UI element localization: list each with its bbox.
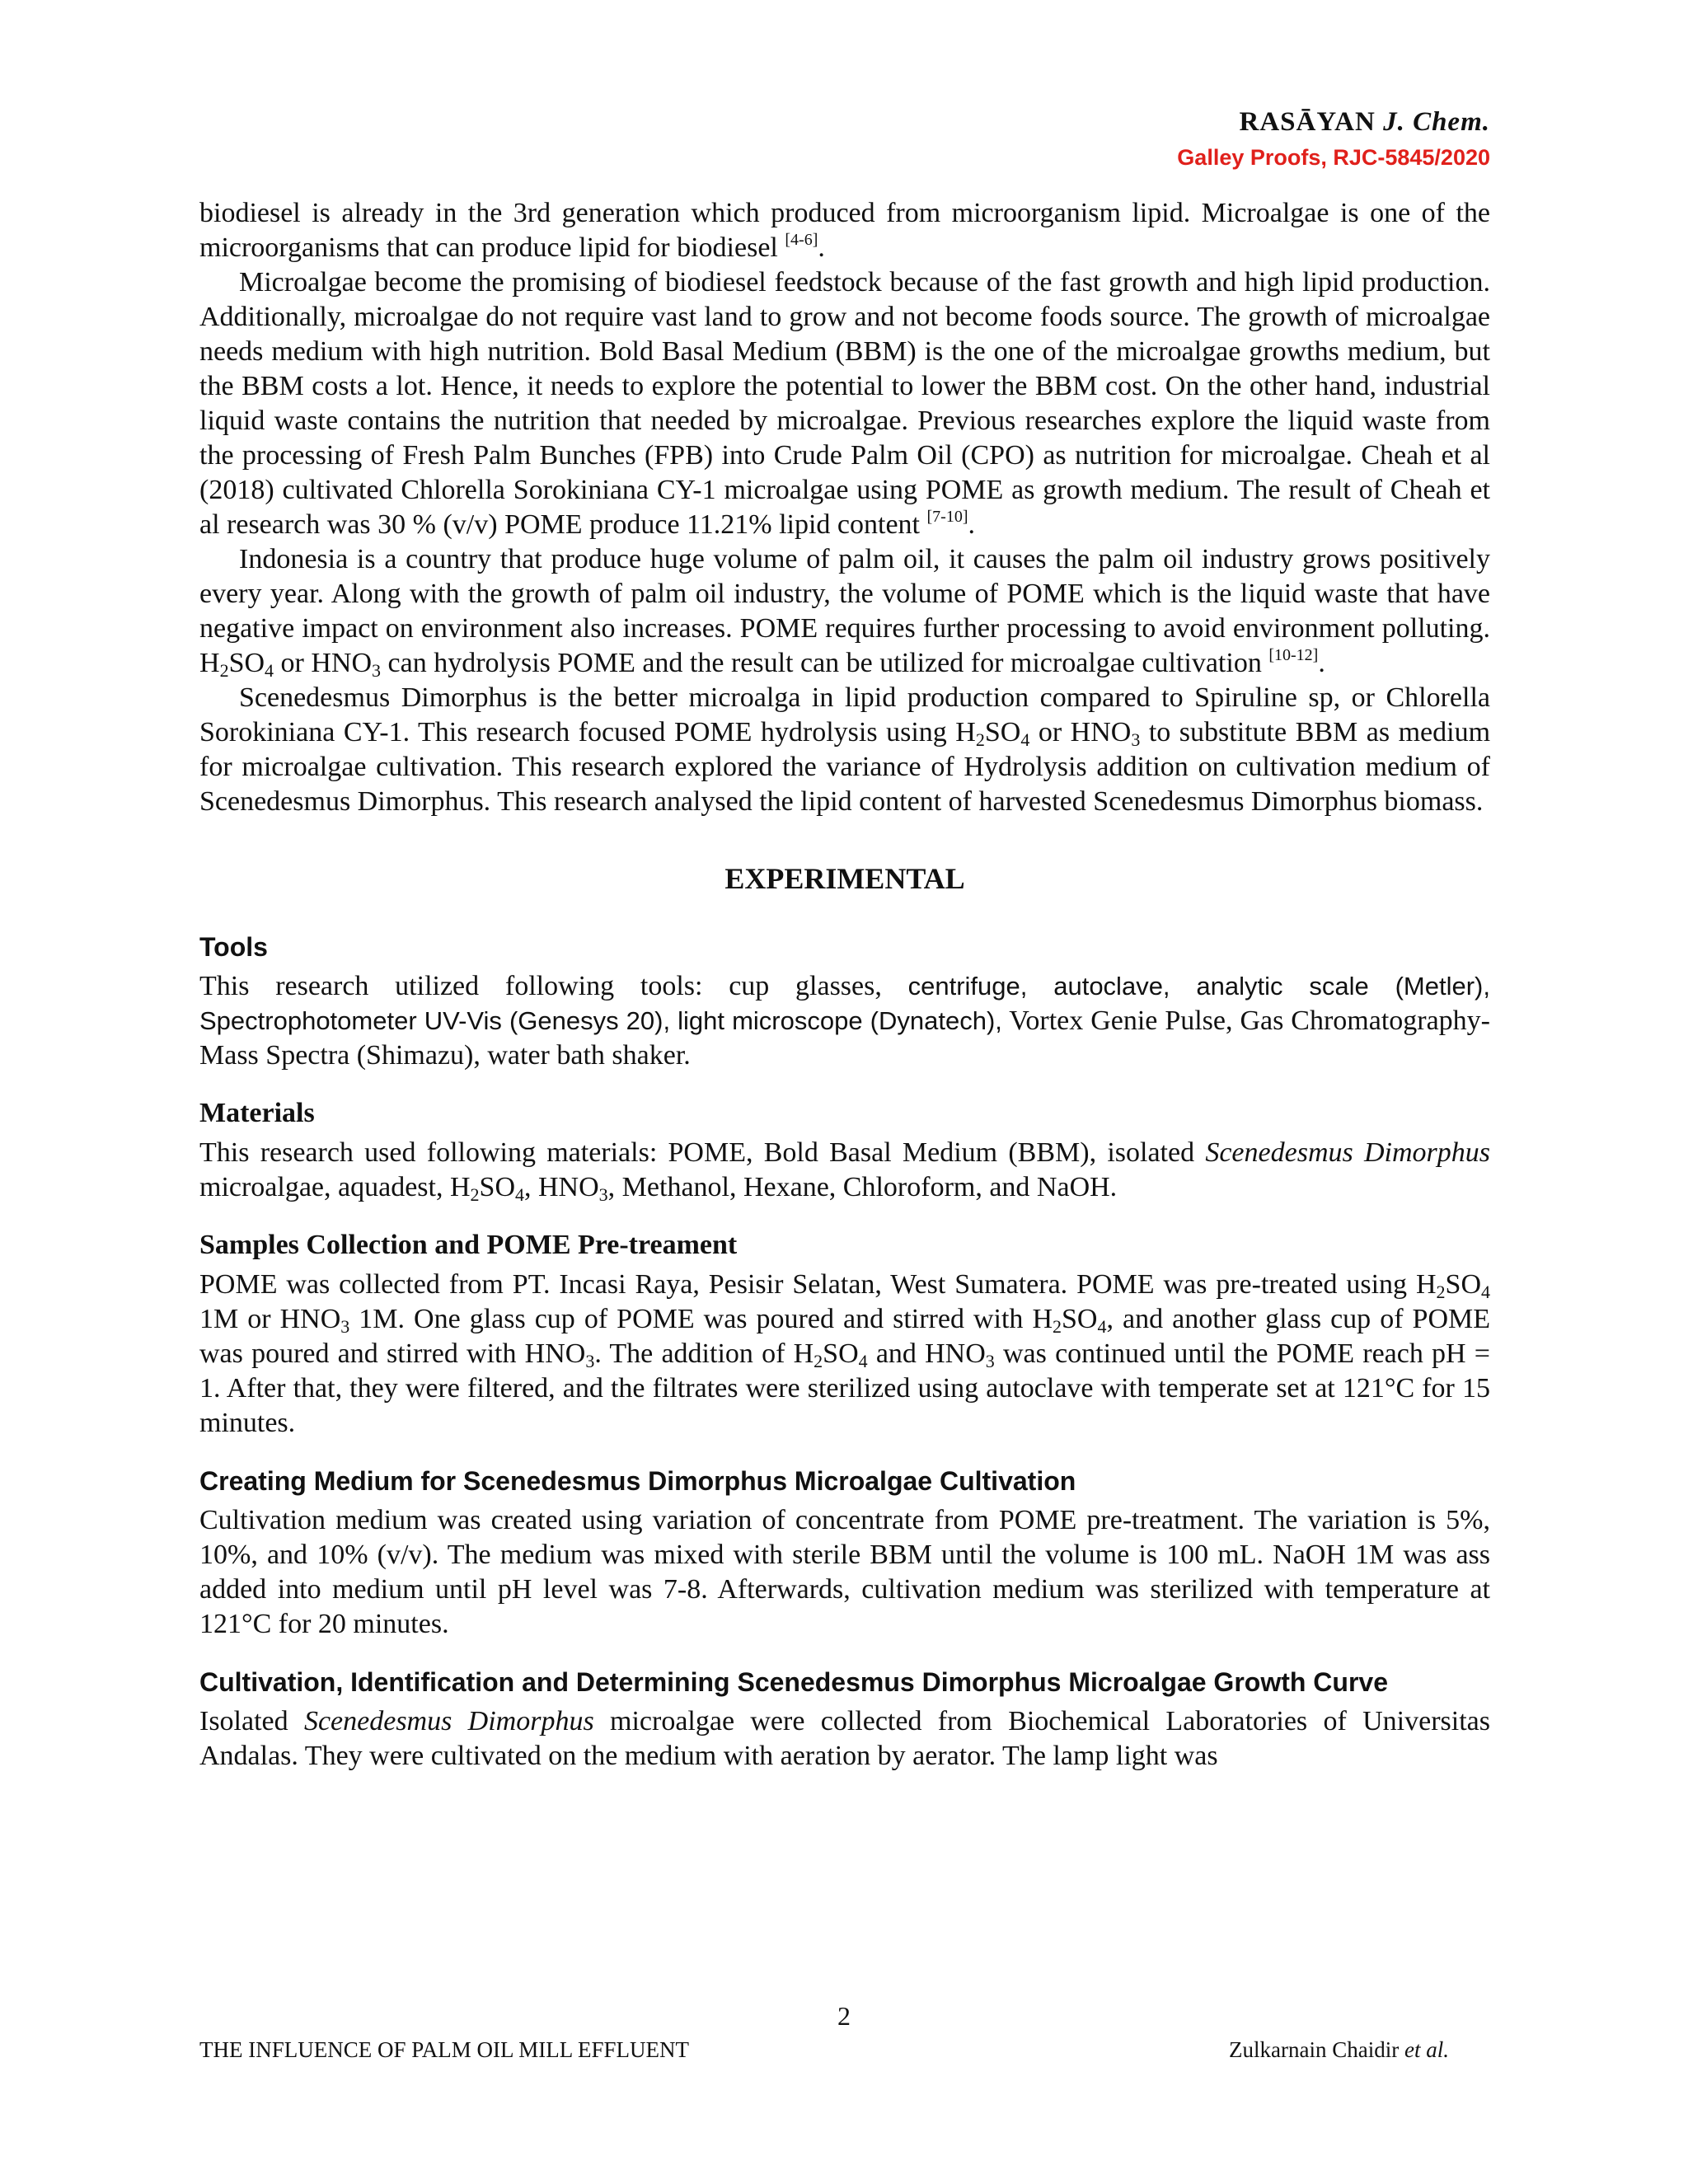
materials-text: This research used following materials: POME, Bold Basal Medium (BBM), isolated Scenedesmus Dimorphus microalgae, aquadest, $H_2SO_4$, $HNO_3$, Methanol, Hexane, Chloroform, and NaOH.: [199, 1137, 1490, 1205]
samples-text: POME was collected from PT. Incasi Raya, Pesisir Selatan, West Sumatera. POME was pre-treated using $H_2SO_4$ 1M or $HNO_3$ 1M. One glass cup of POME was poured and stirred with $H_2SO_4$, and another glass cup of POME was poured and stirred with $HNO_3$. The addition of $H_2SO_4$ and $HNO_3$ was continued until the POME reach pH = 1. After that, they were filtered, and the filtrates were sterilized using autoclave with temperate set at 121°C for 15 minutes.: [199, 1269, 1491, 1438]
citation: [4-6]: [785, 231, 818, 249]
citation: [10-12]: [1268, 646, 1319, 664]
paragraph-1: biodiesel is already in the 3rd generation which produced from microorganism lipid. Microalgae is one of the microorganisms that can produce lipid for biodiesel [4-6].: [199, 198, 1490, 263]
journal-logo: [1239, 107, 1490, 138]
subsection-tools: [199, 930, 1490, 1073]
footer-authors: Zulkarnain Chaidir et al.: [1229, 2037, 1449, 2062]
paragraph-3: Indonesia is a country that produce huge volume of palm oil, it causes the palm oil industry grows positively every year. Along with the growth of palm oil industry, the volume of POME which is the liquid waste that have negative impact on environment also increases. POME requires further processing to avoid environment polluting. $H_2SO_4$ or $HNO_3$ can hydrolysis POME and the result can be utilized for microalgae cultivation [10-12].: [199, 544, 1490, 681]
journal-name: RASĀYAN: [1239, 107, 1376, 137]
section-title-experimental: EXPERIMENTAL: [724, 862, 965, 895]
citation: [7-10]: [926, 508, 968, 526]
galley-proof-label: Galley Proofs, RJC-5845/2020: [1177, 145, 1490, 170]
paragraph-2: Microalgae become the promising of biodiesel feedstock because of the fast growth and high lipid production. Additionally, microalgae do not require vast land to grow and not become foods source. The growth of microalgae needs medium with high nutrition. Bold Basal Medium (BBM) is the one of the microalgae growths medium, but the BBM costs a lot. Hence, it needs to explore the potential to lower the BBM cost. On the other hand, industrial liquid waste contains the nutrition that needed by microalgae. Previous researches explore the liquid waste from the processing of Fresh Palm Bunches (FPB) into Crude Palm Oil (CPO) as nutrition for microalgae. Cheah et al (2018) cultivated Chlorella Sorokiniana CY-1 microalgae using POME as growth medium. The result of Cheah et al research was 30 % (v/v) POME produce 11.21% lipid content [7-10].: [199, 267, 1490, 540]
medium-text: Cultivation medium was created using variation of concentrate from POME pre-treatment. The variation is 5%, 10%, and 10% (v/v). The medium was mixed with sterile BBM until the volume is 100 mL. NaOH 1M was ass added into medium until pH level was 7-8. Afterwards, cultivation medium was sterilized with temperature at 121°C for 20 minutes.: [199, 1505, 1490, 1639]
heading-tools: Tools: [199, 932, 268, 962]
article-body: [199, 196, 1490, 1774]
subsection-medium: [199, 1464, 1490, 1642]
tools-text: This research utilized following tools: cup glasses, centrifuge, autoclave, analytic scale (Metler), Spectrophotometer UV-Vis (Genesys 20), light microscope (Dynatech), Vortex Genie Pulse, Gas Chromatography- Mass Spectra (Shimazu), water bath shaker.: [199, 971, 1490, 1071]
page-number: 2: [837, 2001, 851, 2031]
running-title: THE INFLUENCE OF PALM OIL MILL EFFLUENT: [199, 2037, 689, 2062]
subsection-cultivation: [199, 1665, 1490, 1774]
heading-samples: Samples Collection and POME Pre-treament: [199, 1230, 738, 1260]
cultivation-text: Isolated Scenedesmus Dimorphus microalgae were collected from Biochemical Laboratories of Universitas Andalas. They were cultivated on the medium with aeration by aerator. The lamp light was: [199, 1706, 1490, 1771]
subsection-materials: [199, 1096, 1490, 1205]
heading-medium: Creating Medium for Scenedesmus Dimorphus Microalgae Cultivation: [199, 1466, 1076, 1496]
subsection-samples: [199, 1228, 1490, 1441]
heading-materials: Materials: [199, 1098, 315, 1128]
heading-cultivation: Cultivation, Identification and Determining Scenedesmus Dimorphus Microalgae Growth Curve: [199, 1667, 1388, 1697]
paragraph-4: Scenedesmus Dimorphus is the better microalga in lipid production compared to Spiruline sp, or Chlorella Sorokiniana CY-1. This research focused POME hydrolysis using $H_2SO_4$ or $HNO_3$ to substitute BBM as medium for microalgae cultivation. This research explored the variance of Hydrolysis addition on cultivation medium of Scenedesmus Dimorphus. This research analysed the lipid content of harvested Scenedesmus Dimorphus biomass.: [199, 682, 1491, 817]
journal-abbr: J. Chem.: [1383, 107, 1490, 137]
